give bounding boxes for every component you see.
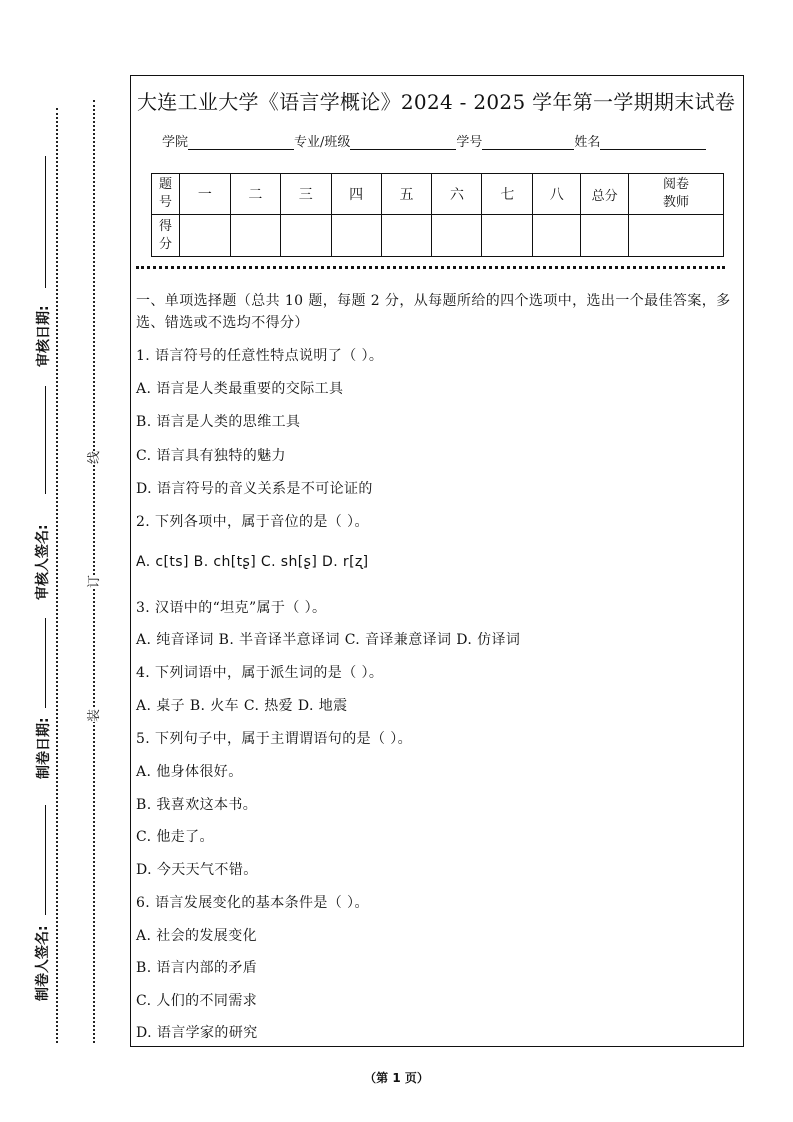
seal-line-char: 线 bbox=[83, 451, 102, 464]
dotted-separator bbox=[136, 266, 725, 269]
audit-date-label: 审核日期: bbox=[36, 305, 52, 367]
score-cell-grader[interactable] bbox=[629, 215, 724, 257]
score-cell-1[interactable] bbox=[179, 215, 230, 257]
auditor-sign-label: 审核人签名: bbox=[35, 524, 51, 600]
question-no-text: 题 号 bbox=[158, 177, 172, 210]
q5-stem: 5. 下列句子中，属于主谓谓语句的是（ ）。 bbox=[136, 731, 413, 747]
col-5: 五 bbox=[381, 174, 432, 215]
auditor-sign-blank bbox=[45, 386, 46, 494]
name-blank[interactable] bbox=[600, 135, 706, 150]
score-cell-8[interactable] bbox=[533, 215, 581, 257]
col-3: 三 bbox=[280, 174, 331, 215]
col-7: 七 bbox=[482, 174, 533, 215]
col-total: 总分 bbox=[581, 174, 629, 215]
q4-stem: 4. 下列词语中，属于派生词的是（ ）。 bbox=[136, 665, 384, 681]
q1-stem: 1. 语言符号的任意性特点说明了（ ）。 bbox=[136, 348, 384, 364]
q5-option-a: A. 他身体很好。 bbox=[136, 764, 243, 780]
score-cell-total[interactable] bbox=[581, 215, 629, 257]
q1-option-b: B. 语言是人类的思维工具 bbox=[136, 414, 301, 430]
major-class-label: 专业/班级 bbox=[294, 135, 351, 150]
score-cell-2[interactable] bbox=[230, 215, 280, 257]
q4-options: A. 桌子 B. 火车 C. 热爱 D. 地震 bbox=[136, 698, 348, 714]
col-6: 六 bbox=[432, 174, 482, 215]
q2-options: A. c[ts] B. ch[tʂ] C. sh[ʂ] D. r[ʐ] bbox=[136, 554, 369, 570]
student-info-row bbox=[162, 131, 706, 150]
q6-stem: 6. 语言发展变化的基本条件是（ ）。 bbox=[136, 895, 369, 911]
q5-option-d: D. 今天天气不错。 bbox=[136, 862, 258, 878]
score-cell-6[interactable] bbox=[432, 215, 482, 257]
q1-option-c: C. 语言具有独特的魅力 bbox=[136, 448, 286, 464]
binding-dotted-line-inner bbox=[93, 100, 95, 1043]
binding-dotted-line-outer bbox=[56, 108, 58, 1043]
question-no-label bbox=[152, 174, 180, 215]
score-value-row bbox=[152, 215, 724, 257]
score-label bbox=[152, 215, 180, 257]
score-header-row bbox=[152, 174, 724, 215]
maker-sign-label: 制卷人签名: bbox=[35, 925, 51, 1001]
col-grader bbox=[629, 174, 724, 215]
grader-text: 阅卷 教师 bbox=[663, 177, 690, 210]
q5-option-b: B. 我喜欢这本书。 bbox=[136, 797, 258, 813]
section-1-heading: 一、单项选择题（总共 10 题，每题 2 分，从每题所给的四个选项中，选出一个最佳答案，多选、错选或不选均不得分） bbox=[136, 293, 731, 331]
q6-option-a: A. 社会的发展变化 bbox=[136, 928, 258, 944]
q5-option-c: C. 他走了。 bbox=[136, 829, 214, 845]
q3-options: A. 纯音译词 B. 半音译半意译词 C. 音译兼意译词 D. 仿译词 bbox=[136, 632, 521, 648]
q2-stem: 2. 下列各项中，属于音位的是（ ）。 bbox=[136, 514, 369, 530]
score-cell-3[interactable] bbox=[280, 215, 331, 257]
q3-stem: 3. 汉语中的“坦克”属于（ ）。 bbox=[136, 600, 327, 616]
college-label: 学院 bbox=[162, 135, 189, 150]
seal-bind-char: 装 bbox=[83, 709, 102, 722]
score-cell-5[interactable] bbox=[381, 215, 432, 257]
q1-option-d: D. 语言符号的音义关系是不可论证的 bbox=[136, 481, 373, 497]
exam-title: 大连工业大学《语言学概论》2024 - 2025 学年第一学期期末试卷 bbox=[137, 90, 736, 114]
score-cell-4[interactable] bbox=[331, 215, 381, 257]
maker-sign-blank bbox=[45, 805, 46, 915]
score-table bbox=[151, 173, 724, 257]
audit-date-blank bbox=[45, 156, 46, 288]
q6-option-b: B. 语言内部的矛盾 bbox=[136, 960, 258, 976]
make-date-blank bbox=[45, 618, 46, 708]
q1-option-a: A. 语言是人类最重要的交际工具 bbox=[136, 381, 344, 397]
seal-order-char: 订 bbox=[83, 575, 102, 588]
q6-option-d: D. 语言学家的研究 bbox=[136, 1025, 258, 1041]
student-id-blank[interactable] bbox=[482, 135, 574, 150]
major-class-blank[interactable] bbox=[350, 135, 456, 150]
q6-option-c: C. 人们的不同需求 bbox=[136, 993, 258, 1009]
college-blank[interactable] bbox=[188, 135, 294, 150]
make-date-label: 制卷日期: bbox=[36, 717, 52, 779]
col-4: 四 bbox=[331, 174, 381, 215]
col-1: 一 bbox=[179, 174, 230, 215]
page-number: （第 1 页） bbox=[364, 1071, 429, 1085]
name-label: 姓名 bbox=[574, 135, 601, 150]
score-label-text: 得 分 bbox=[158, 218, 172, 252]
score-cell-7[interactable] bbox=[482, 215, 533, 257]
col-8: 八 bbox=[533, 174, 581, 215]
col-2: 二 bbox=[230, 174, 280, 215]
student-id-label: 学号 bbox=[456, 135, 483, 150]
